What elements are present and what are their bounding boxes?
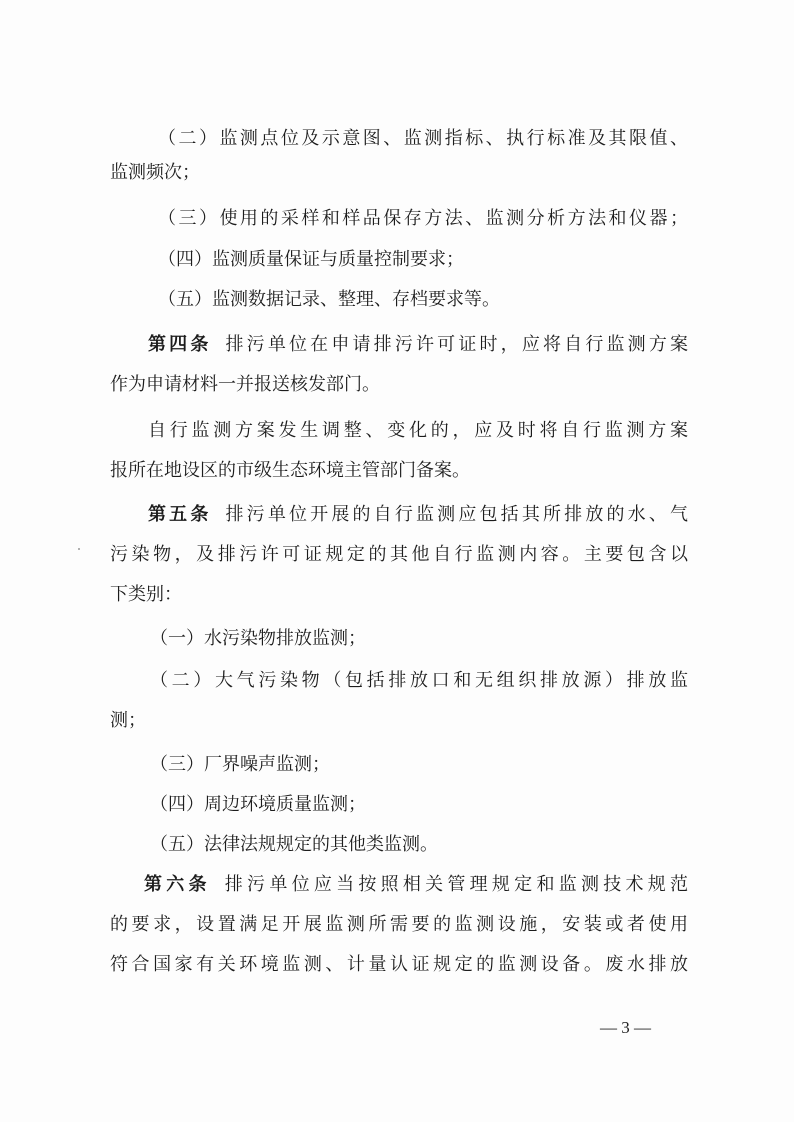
category-4: （四）周边环境质量监测； xyxy=(150,794,366,815)
list-item-3: （三）使用的采样和样品保存方法、监测分析方法和仪器； xyxy=(158,208,688,229)
article-6-line-2: 的要求，设置满足开展监测所需要的监测设施，安装或者使用 xyxy=(110,914,688,935)
article-6-label: 第六条 xyxy=(144,874,211,895)
article-6-line-3: 符合国家有关环境监测、计量认证规定的监测设备。废水排放 xyxy=(110,954,688,975)
scan-speck xyxy=(78,548,80,550)
article-6-line-1 xyxy=(144,872,688,898)
list-item-5: （五）监测数据记录、整理、存档要求等。 xyxy=(158,289,500,310)
category-2-line-2: 测； xyxy=(110,710,146,731)
category-3: （三）厂界噪声监测； xyxy=(150,754,330,775)
article-4-text: 排污单位在申请排污许可证时，应将自行监测方案 xyxy=(225,334,688,355)
category-5: （五）法律法规规定的其他类监测。 xyxy=(150,834,438,855)
list-item-4: （四）监测质量保证与质量控制要求； xyxy=(158,249,464,270)
category-2-line-1: （二）大气污染物（包括排放口和无组织排放源）排放监 xyxy=(150,670,688,691)
category-1: （一）水污染物排放监测； xyxy=(150,628,366,649)
article-6-text: 排污单位应当按照相关管理规定和监测技术规范 xyxy=(224,874,689,895)
article-5-label: 第五条 xyxy=(148,504,212,525)
article-5-line-1 xyxy=(148,502,688,528)
list-item-2-line-1: （二）监测点位及示意图、监测指标、执行标准及其限值、 xyxy=(158,128,688,149)
article-5-line-2: 污染物，及排污许可证规定的其他自行监测内容。主要包含以 xyxy=(110,544,688,565)
article-4-label: 第四条 xyxy=(148,334,212,355)
article-5-text: 排污单位开展的自行监测应包括其所排放的水、气 xyxy=(225,504,688,525)
article-4-line-2: 作为申请材料一并报送核发部门。 xyxy=(110,374,380,395)
article-5-line-3: 下类别： xyxy=(110,584,182,605)
list-item-2-line-2: 监测频次； xyxy=(110,162,200,183)
article-4-paragraph-2-line-2: 报所在地设区的市级生态环境主管部门备案。 xyxy=(110,460,470,481)
page-number: — 3 — xyxy=(600,1018,651,1037)
article-4-line-1 xyxy=(148,332,688,358)
article-4-paragraph-2-line-1: 自行监测方案发生调整、变化的，应及时将自行监测方案 xyxy=(148,420,688,441)
